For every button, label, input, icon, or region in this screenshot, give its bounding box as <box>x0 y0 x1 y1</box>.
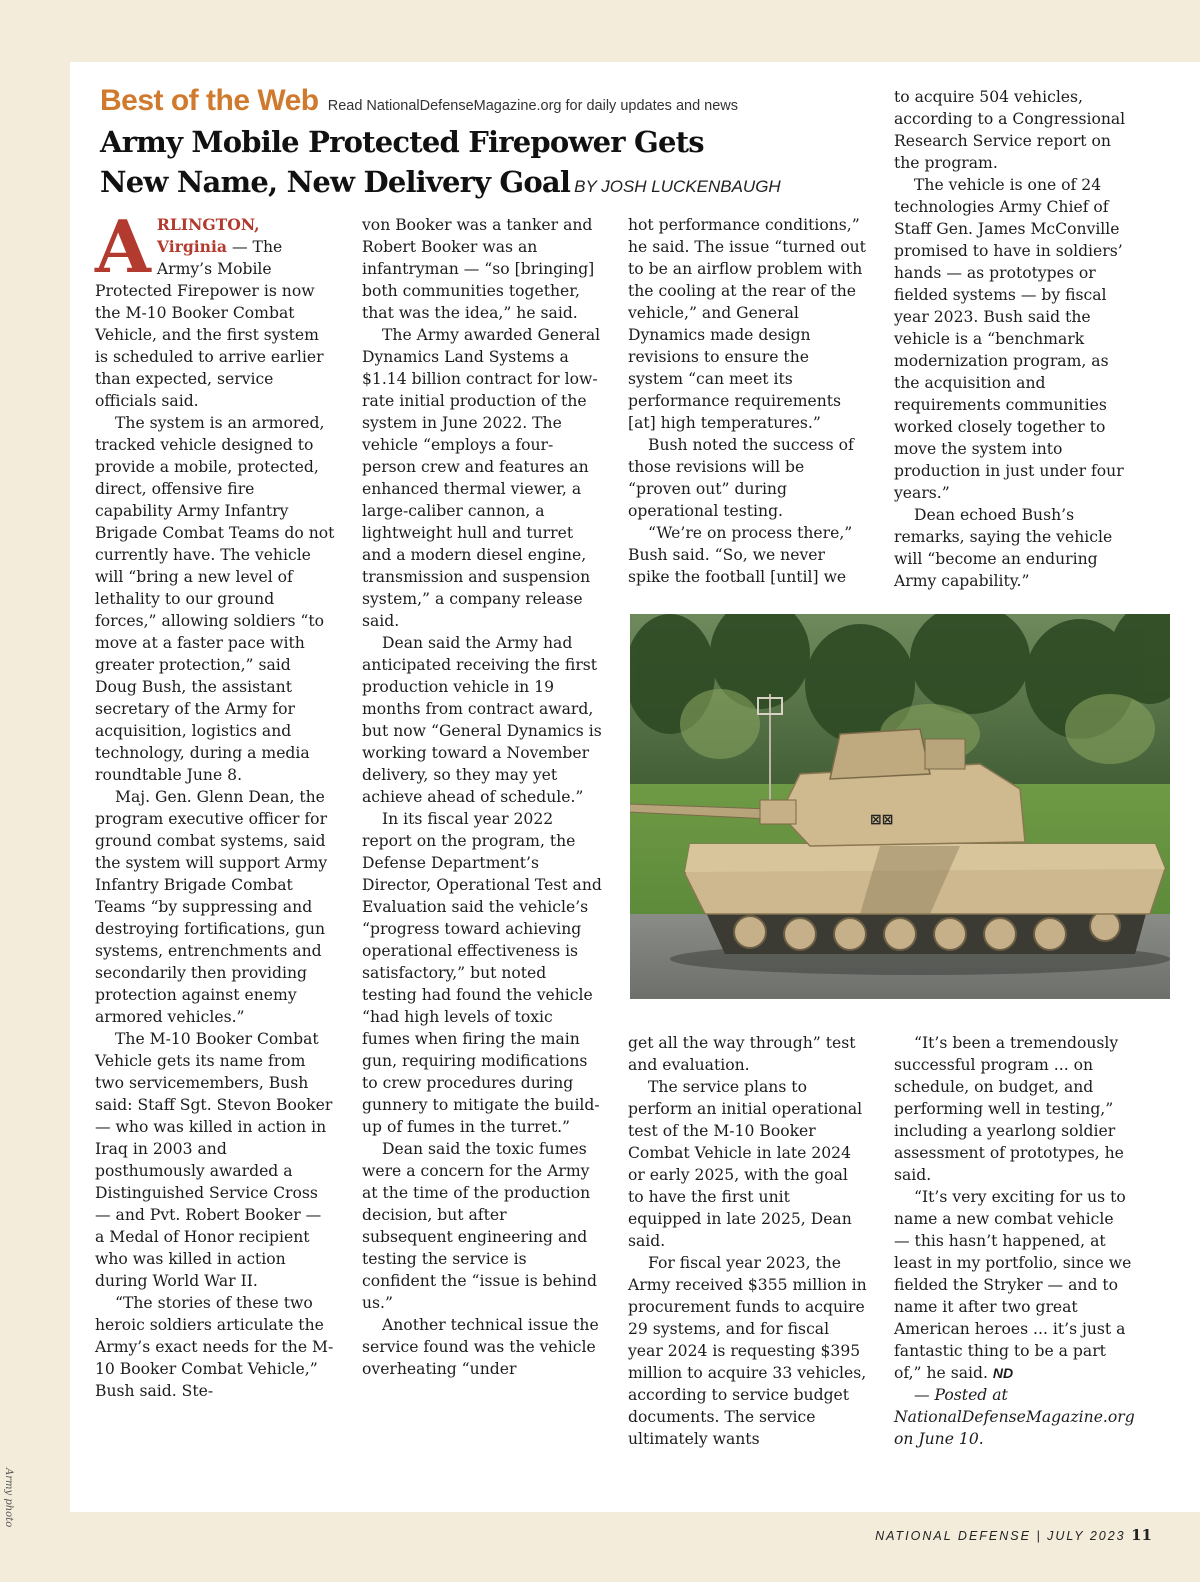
article-column-3-bottom <box>628 1032 868 1450</box>
paragraph: The M-10 Booker Combat Vehicle gets its name from two servicemembers, Bush said: Staff Sgt. Stevon Booker — who was killed in action in Iraq in 2003 and posthumously awarded a Distinguished Service Cross — and Pvt. Robert Booker — a Medal of Honor recipient who was killed in action during World War II. <box>95 1030 333 1290</box>
paragraph: Dean said the Army had anticipated receiving the first production vehicle in 19 months from contract award, but now “General Dynamics is working toward a November delivery, so they may yet achieve ahead of schedule.” <box>362 634 602 806</box>
paragraph-text: — The Army’s Mobile Protected Firepower is now the M-10 Booker Combat Vehicle, and the first system is scheduled to arrive earlier than expected, service officials said. <box>95 238 324 410</box>
paragraph: Dean said the toxic fumes were a concern for the Army at the time of the production decision, but after subsequent engineering and testing the service is confident the “issue is behind us.” <box>362 1140 597 1312</box>
turret <box>780 764 1025 846</box>
paragraph: get all the way through” test and evaluation. <box>628 1034 856 1074</box>
posted-note: — Posted at NationalDefenseMagazine.org on June 10. <box>894 1386 1135 1448</box>
article-column-3-top <box>628 214 868 588</box>
paragraph-text: “It’s very exciting for us to name a new combat vehicle — this hasn’t happened, at least in my portfolio, since we fielded the Stryker — and to name it after two great American heroes ... it’s just a fantastic thing to be a part of,” he said. <box>894 1188 1132 1382</box>
end-mark: ND <box>992 1365 1014 1381</box>
dateline: RLINGTON, Virginia <box>156 215 260 256</box>
page-footer <box>875 1526 1152 1544</box>
byline: BY JOSH LUCKENBAUGH <box>574 177 781 196</box>
headline-line-2: New Name, New Delivery Goal <box>100 165 571 199</box>
paragraph: hot performance conditions,” he said. The issue “turned out to be an airflow problem with the cooling at the rear of the vehicle,” and General Dynamics made design revisions to ensure the system “can meet its performance requirements [at] high temperatures.” <box>628 216 866 432</box>
paragraph: Maj. Gen. Glenn Dean, the program executive officer for ground combat systems, said the system will support Army Infantry Brigade Combat Teams “by suppressing and destroying fortifications, gun systems, entrenchments and secondarily then providing protection against enemy armored vehicles.” <box>95 788 328 1026</box>
paragraph: Dean echoed Bush’s remarks, saying the vehicle will “become an enduring Army capability.” <box>894 506 1113 590</box>
paragraph: The vehicle is one of 24 technologies Army Chief of Staff Gen. James McConville promised to have in soldiers’ hands — as prototypes or fielded systems — by fiscal year 2023. Bush said the vehicle is a “benchmark modernization program, as the acquisition and requirements communities worked closely together to move the system into production in just under four years.” <box>894 176 1124 502</box>
paragraph: “We’re on process there,” Bush said. “So, we never spike the football [until] we <box>628 524 853 586</box>
paragraph: “It’s been a tremendously successful program ... on schedule, on budget, and performing well in testing,” including a yearlong soldier assessment of prototypes, he said. <box>894 1034 1124 1184</box>
section-header <box>100 84 738 118</box>
drop-cap: A <box>95 204 151 289</box>
section-kicker: Best of the Web <box>100 84 319 117</box>
article-headline <box>100 122 860 207</box>
article-column-1 <box>95 204 335 1402</box>
paragraph: The system is an armored, tracked vehicle designed to provide a mobile, protected, direct, offensive fire capability Army Infantry Brigade Combat Teams do not currently have. The vehicle will “bring a new level of lethality to our ground forces,” allowing soldiers “to move at a faster pace with greater protection,” said Doug Bush, the assistant secretary of the Army for acquisition, logistics and technology, during a media roundtable June 8. <box>95 414 335 784</box>
paragraph: The service plans to perform an initial operational test of the M-10 Booker Combat Vehicle in late 2024 or early 2025, with the goal to have the first unit equipped in late 2025, Dean said. <box>628 1078 863 1250</box>
paragraph: The Army awarded General Dynamics Land Systems a $1.14 billion contract for low-rate initial production of the system in June 2022. The vehicle “employs a four-person crew and features an enhanced thermal viewer, a large-caliber cannon, a lightweight hull and turret and a modern diesel engine, transmission and suspension system,” a company release said. <box>362 326 601 630</box>
section-tagline: Read NationalDefenseMagazine.org for daily updates and news <box>327 98 739 114</box>
paragraph: For fiscal year 2023, the Army received $355 million in procurement funds to acquire 29 systems, and for fiscal year 2024 is requesting $395 million to acquire 33 vehicles, according to service budget documents. The service ultimately wants <box>628 1254 867 1448</box>
paragraph: Bush noted the success of those revisions will be “proven out” during operational testing. <box>628 436 854 520</box>
page-number: 11 <box>1131 1526 1152 1544</box>
paragraph <box>894 1186 1134 1384</box>
article-column-4-bottom <box>894 1032 1134 1450</box>
paragraph: Another technical issue the service found was the vehicle overheating “under <box>362 1316 599 1378</box>
headline-line-1: Army Mobile Protected Firepower Gets <box>100 125 704 159</box>
photo-credit: Army photo <box>3 1468 14 1528</box>
paragraph: to acquire 504 vehicles, according to a Congressional Research Service report on the program. <box>894 88 1126 172</box>
article-column-2 <box>362 214 602 1380</box>
tank-photo <box>630 614 1170 999</box>
paragraph: von Booker was a tanker and Robert Booker was an infantryman — “so [bringing] both communities together, that was the idea,” he said. <box>362 216 595 322</box>
paragraph: In its fiscal year 2022 report on the program, the Defense Department’s Director, Operational Test and Evaluation said the vehicle’s “progress toward achieving operational effectiveness is satisfactory,” but noted testing had found the vehicle “had high levels of toxic fumes when firing the main gun, requiring modifications to crew procedures during gunnery to mitigate the build-up of fumes in the turret.” <box>362 810 602 1136</box>
publication-line: NATIONAL DEFENSE | JULY 2023 <box>875 1529 1126 1543</box>
article-column-4-top <box>894 86 1134 592</box>
magazine-page <box>70 62 1200 1512</box>
paragraph <box>95 204 335 412</box>
paragraph: “The stories of these two heroic soldiers articulate the Army’s exact needs for the M-10 Booker Combat Vehicle,” Bush said. Ste- <box>95 1294 334 1400</box>
hull-marking: ⊠⊠ <box>870 812 894 828</box>
